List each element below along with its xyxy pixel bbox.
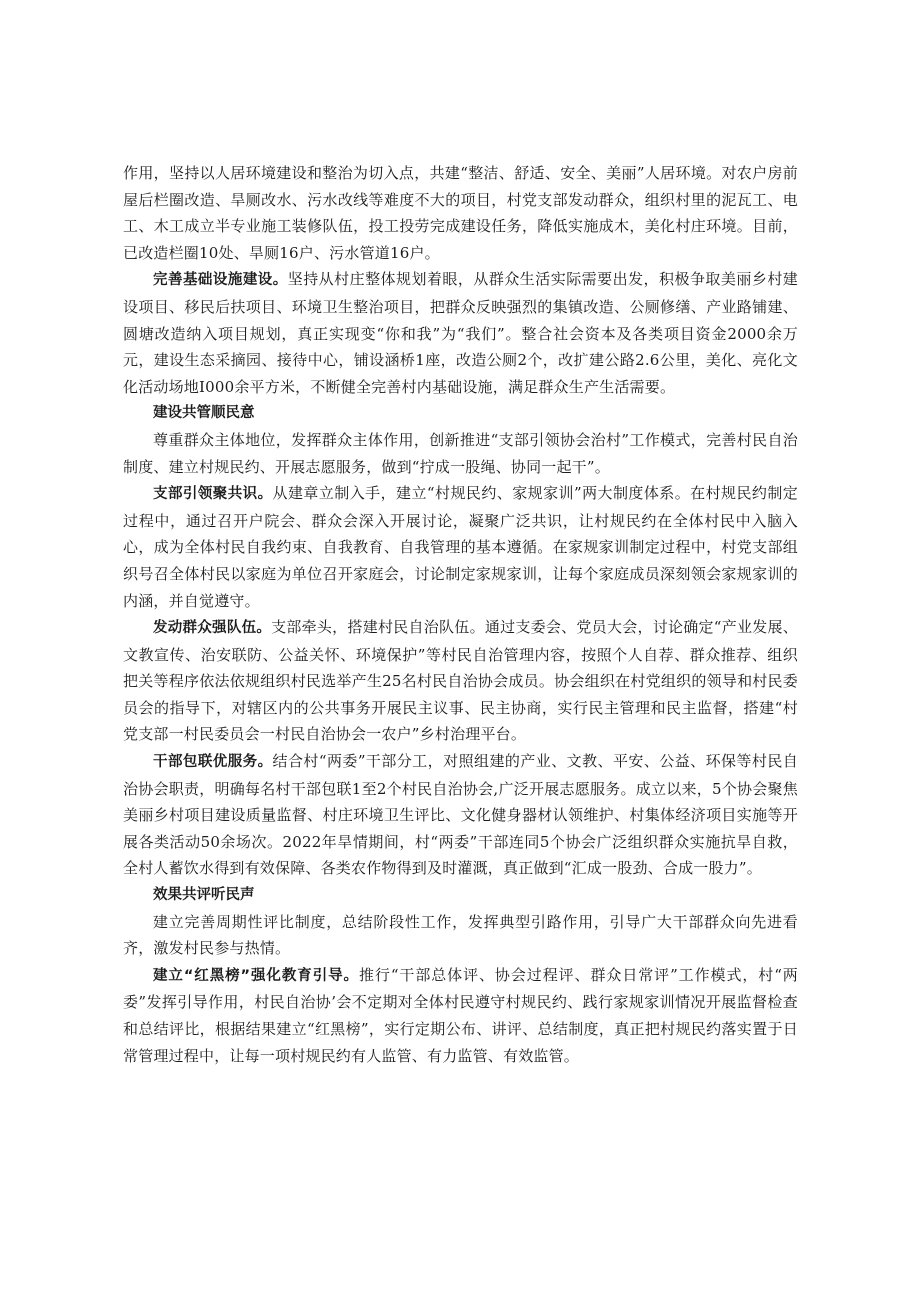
paragraph-text: 尊重群众主体地位，发挥群众主体作用，创新推进“支部引领协会治村”工作模式，完善村民自治制度、建立村规民约、开展志愿服务，做到“拧成一股绳、协同一起干”。 — [123, 430, 798, 476]
section-heading-2: 效果共评听民声 — [153, 887, 255, 904]
paragraph-lead: 发动群众强队伍。 — [153, 620, 272, 637]
paragraph-text: 坚持从村庄整体规划着眼，从群众生活实际需要出发，积极争取美丽乡村建设项目、移民后扶项目、环境卫生整治项目，把群众反映强烈的集镇改造、公厕修缮、产业路铺建、圆塘改造纳入项目规划，真正实现变“你和我”为“我们”。整合社会资本及各类项目资金2000余万元，建设生态采摘园、接待中心，铺设涵桥1座，改造公厕2个，改扩建公路2.6公里，美化、亮化文化活动场地I000余平方米，不断健全完善村内基础设施，满足群众生产生活需要。 — [123, 270, 798, 396]
paragraph-7 — [123, 909, 798, 962]
paragraph-text: 推行“干部总体评、协会过程评、群众日常评”工作模式，村“两委”发挥引导作用，村民自治协’会不定期对全体村民遵守村规民约、践行家规家训情况开展监督检查和总结评比，根据结果建立“红黑榜”，实行定期公布、讲评、总结制度，真正把村规民约落实置于日常管理过程中，让每一项村规民约有人监管、有力监管、有效监管。 — [123, 965, 798, 1065]
section-heading-1: 建设共管顺民意 — [153, 405, 255, 422]
paragraph-8 — [123, 962, 798, 1069]
paragraph-text: 作用，坚持以人居环境建设和整治为切入点，共建“整洁、舒适、安全、美丽”人居环境。对农户房前屋后栏圈改造、旱厕改水、污水改线等难度不大的项目，村党支部发动群众，组织村里的泥瓦工、电工、木工成立半专业施工装修队伍，投工投劳完成建设任务，降低实施成木，美化村庄环境。目前，已改造栏圈10处、旱厕16户、污水管道16户。 — [123, 164, 798, 262]
paragraph-text: 支部牵头，搭建村民自治队伍。通过支委会、党员大会，讨论确定“产业发展、文教宣传、治安联防、公益关怀、环境保护”等村民自治管理内容，按照个人自荐、群众推荐、组织把关等程序依法依规组织村民选举产生25名村民自治协会成员。协会组织在村党组织的领导和村民委员会的指导下，对辖区内的公共事务开展民主议事、民主协商，实行民主管理和民主监督，搭建“村党支部一村民委员会一村民自治协会一农户”乡村治理平台。 — [123, 618, 798, 744]
paragraph-2 — [123, 266, 798, 400]
paragraph-text: 从建章立制入手，建立“村规民约、家规家训”两大制度体系。在村规民约制定过程中，通过召开户院会、群众会深入开展讨论，凝聚广泛共识，让村规民约在全体村民中入脑入心，成为全体村民自我约束、自我教育、自我管理的基本遵循。在家规家训制定过程中，村党支部组织号召全体村民以家庭为单位召开家庭会，讨论制定家规家训，让每个家庭成员深刻领会家规家训的内涵，并自觉遵守。 — [123, 484, 798, 610]
paragraph-4 — [123, 480, 798, 614]
paragraph-6 — [123, 748, 798, 882]
paragraph-lead: 完善基础设施建设。 — [153, 272, 288, 289]
document-body — [123, 160, 798, 1069]
paragraph-lead: 干部包联优服务。 — [153, 754, 273, 771]
paragraph-text: 结合村“两委”干部分工，对照组建的产业、文教、平安、公益、环保等村民自治协会职责，明确每名村干部包联1至2个村民自治协会,广泛开展志愿服务。成立以来，5个协会聚焦美丽乡村项目建设质量监督、村庄环境卫生评比、文化健身器材认领维护、村集体经济项目实施等开展各类活动50余场次。2022年旱情期间，村“两委”干部连同5个协会广泛组织群众实施抗旱自救，全村人蓄饮水得到有效保障、各类农作物得到及时灌溉，真正做到“汇成一股劲、合成一股力”。 — [123, 752, 798, 878]
paragraph-lead: 支部引领聚共识。 — [153, 486, 273, 503]
paragraph-3 — [123, 427, 798, 480]
paragraph-lead: 建立“红黑榜”强化教育引导。 — [153, 967, 359, 984]
paragraph-1 — [123, 160, 798, 266]
paragraph-text: 建立完善周期性评比制度，总结阶段性工作，发挥典型引路作用，引导广大干部群众向先进看齐，激发村民参与热情。 — [123, 912, 798, 958]
paragraph-5 — [123, 614, 798, 748]
